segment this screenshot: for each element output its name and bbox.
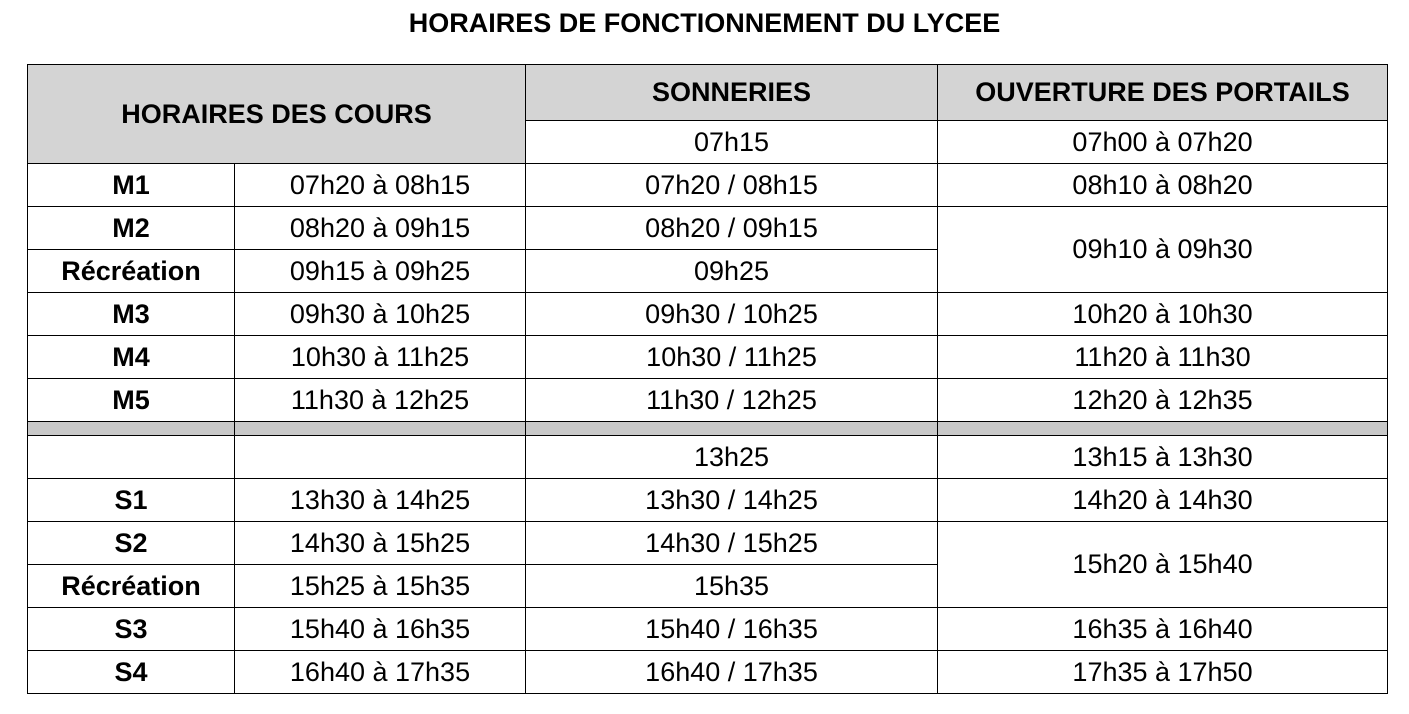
portail-cell: 16h35 à 16h40 <box>938 608 1388 651</box>
cours-cell: 10h30 à 11h25 <box>235 336 526 379</box>
sonnerie-cell: 11h30 / 12h25 <box>526 379 938 422</box>
separator-cell <box>235 422 526 436</box>
afternoon-opening-row <box>28 436 1388 479</box>
lunch-separator-row <box>28 422 1388 436</box>
afternoon-opening-sonnerie: 13h25 <box>526 436 938 479</box>
row-label: Récréation <box>28 250 235 293</box>
row-label: S4 <box>28 651 235 694</box>
sonnerie-cell: 14h30 / 15h25 <box>526 522 938 565</box>
portail-cell: 17h35 à 17h50 <box>938 651 1388 694</box>
empty-cell <box>235 436 526 479</box>
cours-cell: 15h25 à 15h35 <box>235 565 526 608</box>
sonnerie-cell: 13h30 / 14h25 <box>526 479 938 522</box>
cours-cell: 09h30 à 10h25 <box>235 293 526 336</box>
separator-cell <box>28 422 235 436</box>
table-row <box>28 293 1388 336</box>
schedule-table <box>27 64 1388 694</box>
row-label: S1 <box>28 479 235 522</box>
table-row <box>28 379 1388 422</box>
sonnerie-cell: 09h25 <box>526 250 938 293</box>
sonnerie-cell: 15h40 / 16h35 <box>526 608 938 651</box>
sonnerie-cell: 16h40 / 17h35 <box>526 651 938 694</box>
sonnerie-cell: 15h35 <box>526 565 938 608</box>
row-label: M5 <box>28 379 235 422</box>
header-horaires-cours: HORAIRES DES COURS <box>28 65 526 164</box>
table-row <box>28 479 1388 522</box>
cours-cell: 16h40 à 17h35 <box>235 651 526 694</box>
portail-cell: 15h20 à 15h40 <box>938 522 1388 608</box>
page-title: HORAIRES DE FONCTIONNEMENT DU LYCEE <box>408 8 1001 38</box>
header-row <box>28 65 1388 121</box>
row-label: S2 <box>28 522 235 565</box>
cours-cell: 07h20 à 08h15 <box>235 164 526 207</box>
sonnerie-cell: 10h30 / 11h25 <box>526 336 938 379</box>
cours-cell: 11h30 à 12h25 <box>235 379 526 422</box>
cours-cell: 14h30 à 15h25 <box>235 522 526 565</box>
afternoon-opening-portail: 13h15 à 13h30 <box>938 436 1388 479</box>
row-label: M1 <box>28 164 235 207</box>
sonnerie-cell: 07h20 / 08h15 <box>526 164 938 207</box>
opening-portail: 07h00 à 07h20 <box>938 121 1388 164</box>
cours-cell: 13h30 à 14h25 <box>235 479 526 522</box>
portail-cell: 11h20 à 11h30 <box>938 336 1388 379</box>
opening-sonnerie: 07h15 <box>526 121 938 164</box>
row-label: M4 <box>28 336 235 379</box>
cours-cell: 08h20 à 09h15 <box>235 207 526 250</box>
row-label: Récréation <box>28 565 235 608</box>
empty-cell <box>28 436 235 479</box>
portail-cell: 12h20 à 12h35 <box>938 379 1388 422</box>
table-row <box>28 207 1388 250</box>
table-row <box>28 336 1388 379</box>
header-sonneries: SONNERIES <box>526 65 938 121</box>
row-label: M3 <box>28 293 235 336</box>
table-row <box>28 608 1388 651</box>
portail-cell: 09h10 à 09h30 <box>938 207 1388 293</box>
sonnerie-cell: 08h20 / 09h15 <box>526 207 938 250</box>
header-portails: OUVERTURE DES PORTAILS <box>938 65 1388 121</box>
separator-cell <box>526 422 938 436</box>
row-label: M2 <box>28 207 235 250</box>
table-row <box>28 164 1388 207</box>
table-row <box>28 522 1388 565</box>
portail-cell: 10h20 à 10h30 <box>938 293 1388 336</box>
cours-cell: 09h15 à 09h25 <box>235 250 526 293</box>
portail-cell: 08h10 à 08h20 <box>938 164 1388 207</box>
portail-cell: 14h20 à 14h30 <box>938 479 1388 522</box>
sonnerie-cell: 09h30 / 10h25 <box>526 293 938 336</box>
table-row <box>28 651 1388 694</box>
row-label: S3 <box>28 608 235 651</box>
separator-cell <box>938 422 1388 436</box>
cours-cell: 15h40 à 16h35 <box>235 608 526 651</box>
